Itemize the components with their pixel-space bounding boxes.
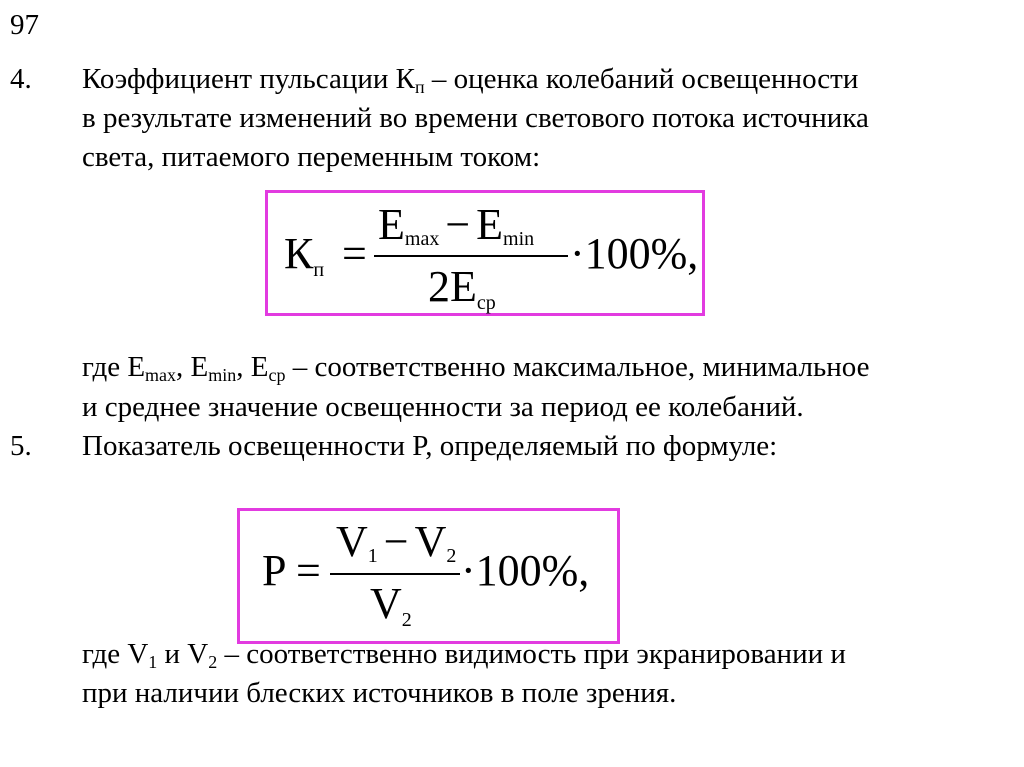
- formula2-num-minus: −: [383, 517, 409, 566]
- where1-sub1: max: [145, 365, 177, 385]
- formula1-num-minus: −: [445, 200, 471, 249]
- where1-line1: [82, 350, 869, 387]
- page-number: 97: [10, 9, 39, 41]
- formula1-num-e2-sub: min: [503, 228, 535, 250]
- formula1-lhs: [284, 229, 325, 284]
- formula2-numerator: [336, 517, 457, 572]
- formula1-denominator: [428, 262, 496, 317]
- where2-line1: [82, 637, 846, 674]
- formula1-fraction-line: [374, 255, 568, 257]
- formula2-denominator: [370, 579, 412, 634]
- where1-sep2: , E: [236, 351, 269, 383]
- formula2-den-v: V: [370, 579, 402, 628]
- formula2-multiplier: ·100%,: [461, 546, 590, 595]
- where1-line1-end: – соответственно максимальное, минимальное: [285, 351, 870, 383]
- where2-sub2: 2: [208, 652, 218, 672]
- formula1-num-e1-sub: max: [404, 228, 440, 250]
- item4-line1: [82, 62, 858, 99]
- formula2-fraction-line: [330, 573, 460, 575]
- formula2-num-v2-sub: 2: [446, 545, 457, 567]
- item4-line1-end: – оценка колебаний освещенности: [424, 63, 859, 95]
- formula1-lhs-sub: п: [313, 259, 325, 281]
- formula1-den-prefix: 2E: [428, 262, 477, 311]
- formula1-equals: =: [342, 229, 367, 278]
- item4-line1-start: Коэффициент пульсации К: [82, 63, 416, 95]
- item4-line1-sub: п: [415, 77, 425, 97]
- where1-sub3: ср: [268, 365, 286, 385]
- where2-line1-end: – соответственно видимость при экранировании и: [217, 638, 846, 670]
- formula1-numerator: [378, 200, 535, 255]
- formula2-num-v1-sub: 1: [367, 545, 378, 567]
- item5-number: 5.: [10, 430, 32, 462]
- formula1-lhs-main: К: [284, 229, 314, 278]
- item4-line2: в результате изменений во времени светового потока источника: [82, 102, 869, 134]
- item4-line3: света, питаемого переменным током:: [82, 141, 541, 173]
- formula2-num-v1: V: [336, 517, 368, 566]
- formula1-num-e1: E: [378, 200, 405, 249]
- where2-sub1: 1: [148, 652, 158, 672]
- where1-sub2: min: [208, 365, 237, 385]
- where2-mid: и V: [157, 638, 209, 670]
- where2-prefix: где V: [82, 638, 149, 670]
- formula2-den-sub: 2: [401, 609, 412, 631]
- where2-line2: при наличии блеских источников в поле зрения.: [82, 677, 677, 709]
- where1-line2: и среднее значение освещенности за период ее колебаний.: [82, 391, 804, 423]
- formula1-num-e2: E: [476, 200, 504, 249]
- formula2-lhs: P: [262, 546, 287, 595]
- formula1-multiplier: ·100%,: [570, 229, 699, 278]
- formula2-equals: =: [296, 546, 321, 595]
- where1-sep1: , E: [176, 351, 209, 383]
- formula2-num-v2: V: [414, 517, 447, 566]
- where1-prefix: где E: [82, 351, 146, 383]
- item4-number: 4.: [10, 63, 32, 95]
- item5-text: Показатель освещенности P, определяемый по формуле:: [82, 430, 778, 462]
- formula1-den-sub: ср: [476, 292, 496, 314]
